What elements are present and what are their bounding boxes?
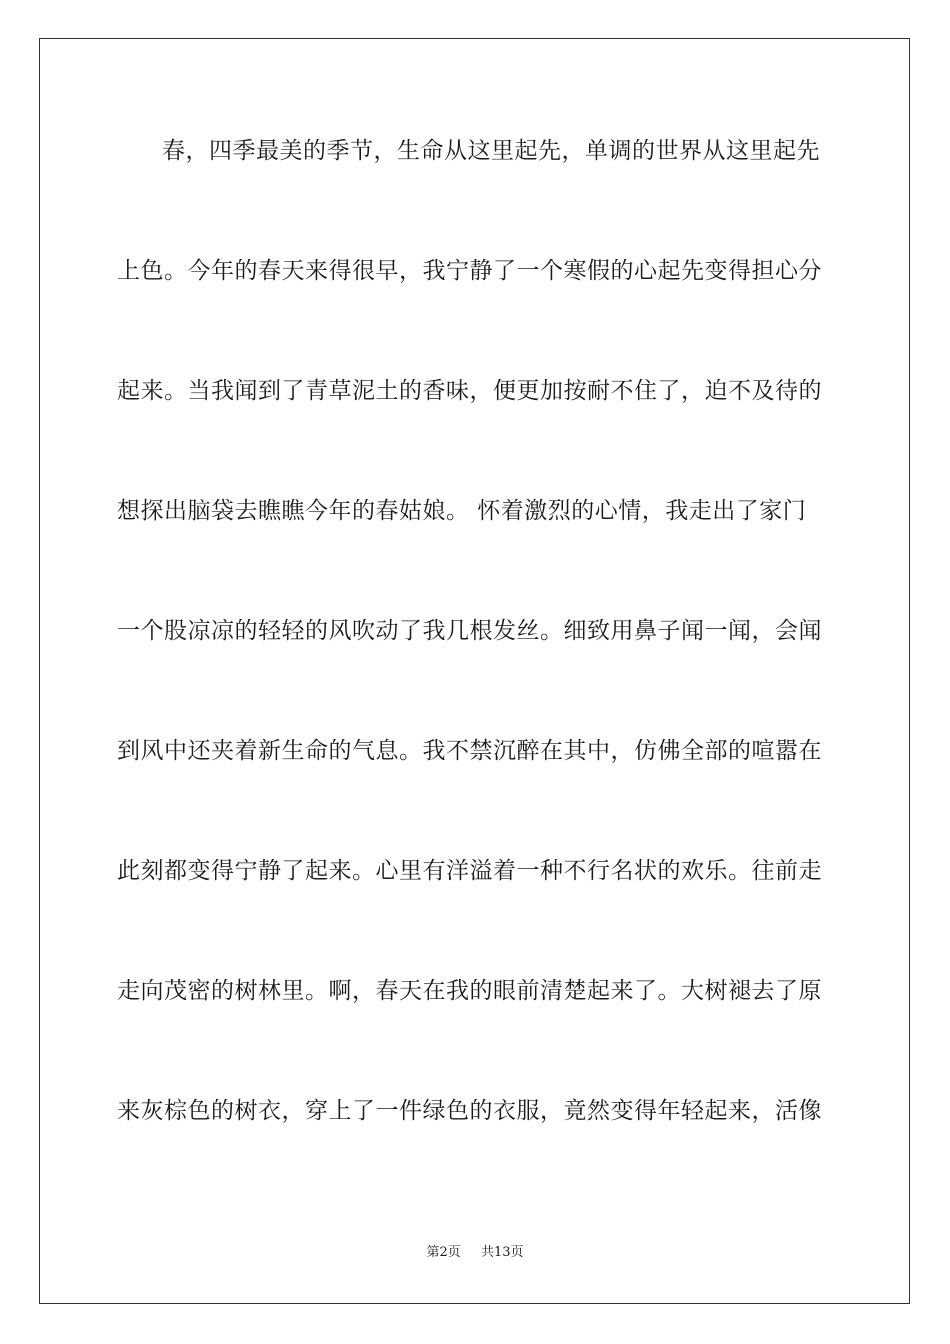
paragraph-line: 上色。今年的春天来得很早，我宁静了一个寒假的心起先变得担心分 [117, 258, 822, 284]
paragraph-line: 走向茂密的树林里。啊，春天在我的眼前清楚起来了。大树褪去了原 [117, 978, 822, 1004]
paragraph-line: 想探出脑袋去瞧瞧今年的春姑娘。 怀着激烈的心情，我走出了家门 [117, 498, 807, 524]
paragraph-line: 到风中还夹着新生命的气息。我不禁沉醉在其中，仿佛全部的喧嚣在 [117, 738, 822, 764]
paragraph-line: 春，四季最美的季节，生命从这里起先，单调的世界从这里起先 [162, 138, 820, 164]
paragraph-line: 来灰棕色的树衣，穿上了一件绿色的衣服，竟然变得年轻起来，活像 [117, 1098, 822, 1124]
paragraph-line: 此刻都变得宁静了起来。心里有洋溢着一种不行名状的欢乐。往前走 [117, 858, 822, 884]
page-footer [0, 1244, 950, 1262]
page-total: 共13页 [481, 1245, 524, 1260]
paragraph-line: 起来。当我闻到了青草泥土的香味，便更加按耐不住了，迫不及待的 [117, 378, 822, 404]
paragraph-line: 一个股凉凉的轻轻的风吹动了我几根发丝。细致用鼻子闻一闻，会闻 [117, 618, 822, 644]
page-number: 第2页 [426, 1245, 461, 1260]
